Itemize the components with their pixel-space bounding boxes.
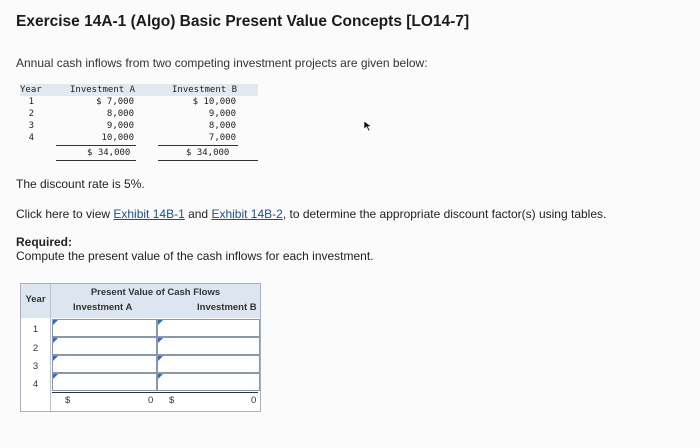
answer-year: 3 [32, 361, 39, 372]
given-header-year: Year [20, 85, 42, 95]
total-b-currency: $ [169, 395, 175, 406]
exhibit-text-before: Click here to view [16, 207, 114, 221]
given-year: 3 [28, 121, 34, 131]
given-year: 2 [28, 109, 34, 119]
given-inv-a-value: 8,000 [106, 109, 134, 119]
total-rule [52, 392, 258, 393]
given-inv-a-value: 9,000 [106, 121, 134, 131]
given-inv-b-value: 7,000 [208, 133, 236, 143]
given-inv-b-value: 8,000 [208, 121, 236, 131]
answer-year: 2 [32, 343, 39, 354]
total-a-currency: $ [65, 395, 71, 406]
pv-input-b-year-1[interactable] [157, 319, 260, 337]
investment-a-header: Investment A [73, 302, 133, 313]
pv-input-a-year-4[interactable] [52, 373, 157, 391]
mouse-pointer-icon [363, 120, 375, 132]
pv-input-b-year-3[interactable] [157, 355, 260, 373]
page-title: Exercise 14A-1 (Algo) Basic Present Value Concepts [LO14-7] [16, 13, 470, 30]
pv-input-a-year-2[interactable] [52, 337, 157, 355]
exhibit-instructions [16, 207, 606, 221]
given-total-rule-b [158, 160, 258, 161]
given-inv-b-value: 9,000 [208, 109, 236, 119]
given-year: 4 [28, 133, 34, 143]
pv-input-b-year-4[interactable] [157, 373, 260, 391]
exhibit-text-after: , to determine the appropriate discount factor(s) using tables. [282, 207, 607, 221]
total-b-value: 0 [251, 395, 257, 406]
pv-input-a-year-1[interactable] [52, 319, 157, 337]
required-text: Compute the present value of the cash inflows for each investment. [16, 249, 374, 263]
pv-header [51, 284, 260, 318]
given-inv-b-value: $ 10,000 [192, 97, 236, 107]
given-header-inv-b: Investment B [172, 85, 238, 95]
given-total-a: $ 34,000 [87, 148, 131, 158]
answer-year: 4 [32, 379, 39, 390]
total-a-value: 0 [148, 395, 154, 406]
given-subtotal-rule-b [158, 145, 238, 146]
exhibit-text-middle: and [184, 207, 212, 221]
exhibit-14b-2-link[interactable]: Exhibit 14B-2 [211, 207, 283, 221]
intro-text: Annual cash inflows from two competing investment projects are given below: [16, 56, 428, 70]
pv-input-b-year-2[interactable] [157, 337, 260, 355]
given-subtotal-rule-a [56, 145, 136, 146]
pv-input-a-year-3[interactable] [52, 355, 157, 373]
given-total-rule-a [56, 160, 136, 161]
answer-year: 1 [32, 324, 39, 335]
given-inv-a-value: 10,000 [101, 133, 134, 143]
investment-b-header: Investment B [197, 302, 257, 313]
given-header-inv-a: Investment A [70, 85, 136, 95]
given-total-b: $ 34,000 [186, 148, 230, 158]
year-header: Year [21, 284, 50, 318]
given-year: 1 [28, 97, 34, 107]
exhibit-14b-1-link[interactable]: Exhibit 14B-1 [113, 207, 185, 221]
present-value-answer-table [20, 283, 261, 412]
pv-group-header: Present Value of Cash Flows [90, 287, 221, 298]
given-inv-a-value: $ 7,000 [96, 97, 134, 107]
discount-rate-text: The discount rate is 5%. [16, 177, 145, 191]
required-label: Required: [16, 235, 73, 249]
